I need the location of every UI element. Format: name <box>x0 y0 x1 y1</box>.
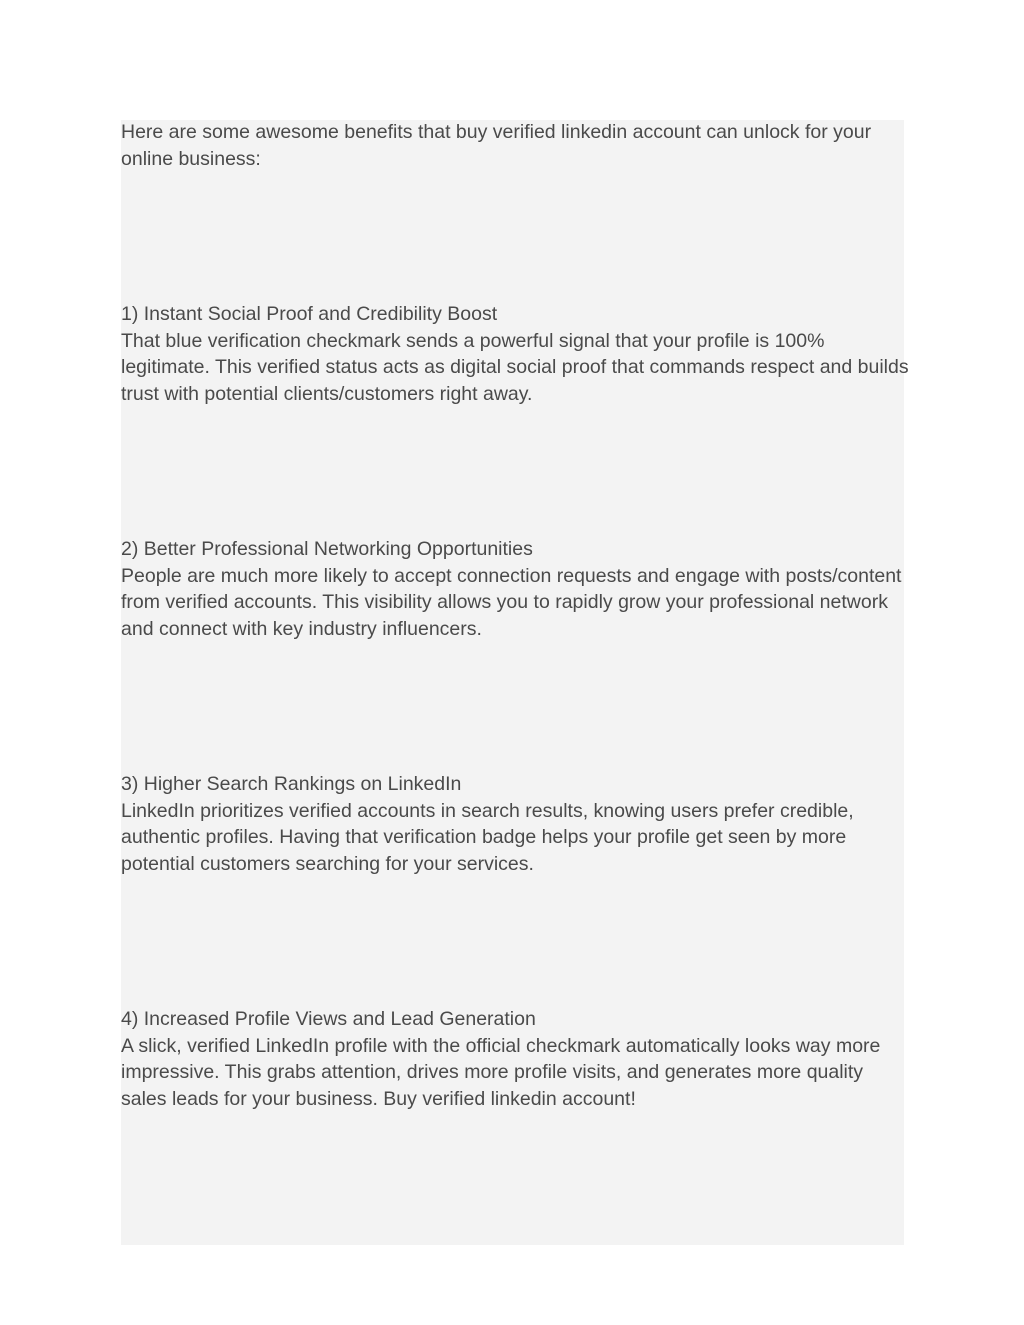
section-networking <box>121 536 911 642</box>
section-body: LinkedIn prioritizes verified accounts in search results, knowing users prefer credible, authentic profiles. Having that verification badge helps your profile get seen by more potential customers searching for your services. <box>121 799 854 875</box>
section-heading: 3) Higher Search Rankings on LinkedIn <box>121 773 462 795</box>
section-search-rankings <box>121 771 911 877</box>
section-heading: 2) Better Professional Networking Opportunities <box>121 538 533 560</box>
section-heading: 1) Instant Social Proof and Credibility Boost <box>121 303 498 325</box>
section-instant-social-proof <box>121 301 911 407</box>
intro-paragraph: Here are some awesome benefits that buy verified linkedin account can unlock for your online business: <box>121 121 872 170</box>
section-profile-views <box>121 1006 911 1112</box>
section-body: A slick, verified LinkedIn profile with the official checkmark automatically looks way more impressive. This grabs attention, drives more profile visits, and generates more quality sales leads for your business. Buy verified linkedin account! <box>121 1034 881 1110</box>
section-body: That blue verification checkmark sends a powerful signal that your profile is 100% legitimate. This verified status acts as digital social proof that commands respect and builds trust with potential clients/customers right away. <box>121 329 909 405</box>
section-body: People are much more likely to accept connection requests and engage with posts/content from verified accounts. This visibility allows you to rapidly grow your professional network and connect with key industry influencers. <box>121 564 902 640</box>
section-heading: 4) Increased Profile Views and Lead Generation <box>121 1008 536 1030</box>
